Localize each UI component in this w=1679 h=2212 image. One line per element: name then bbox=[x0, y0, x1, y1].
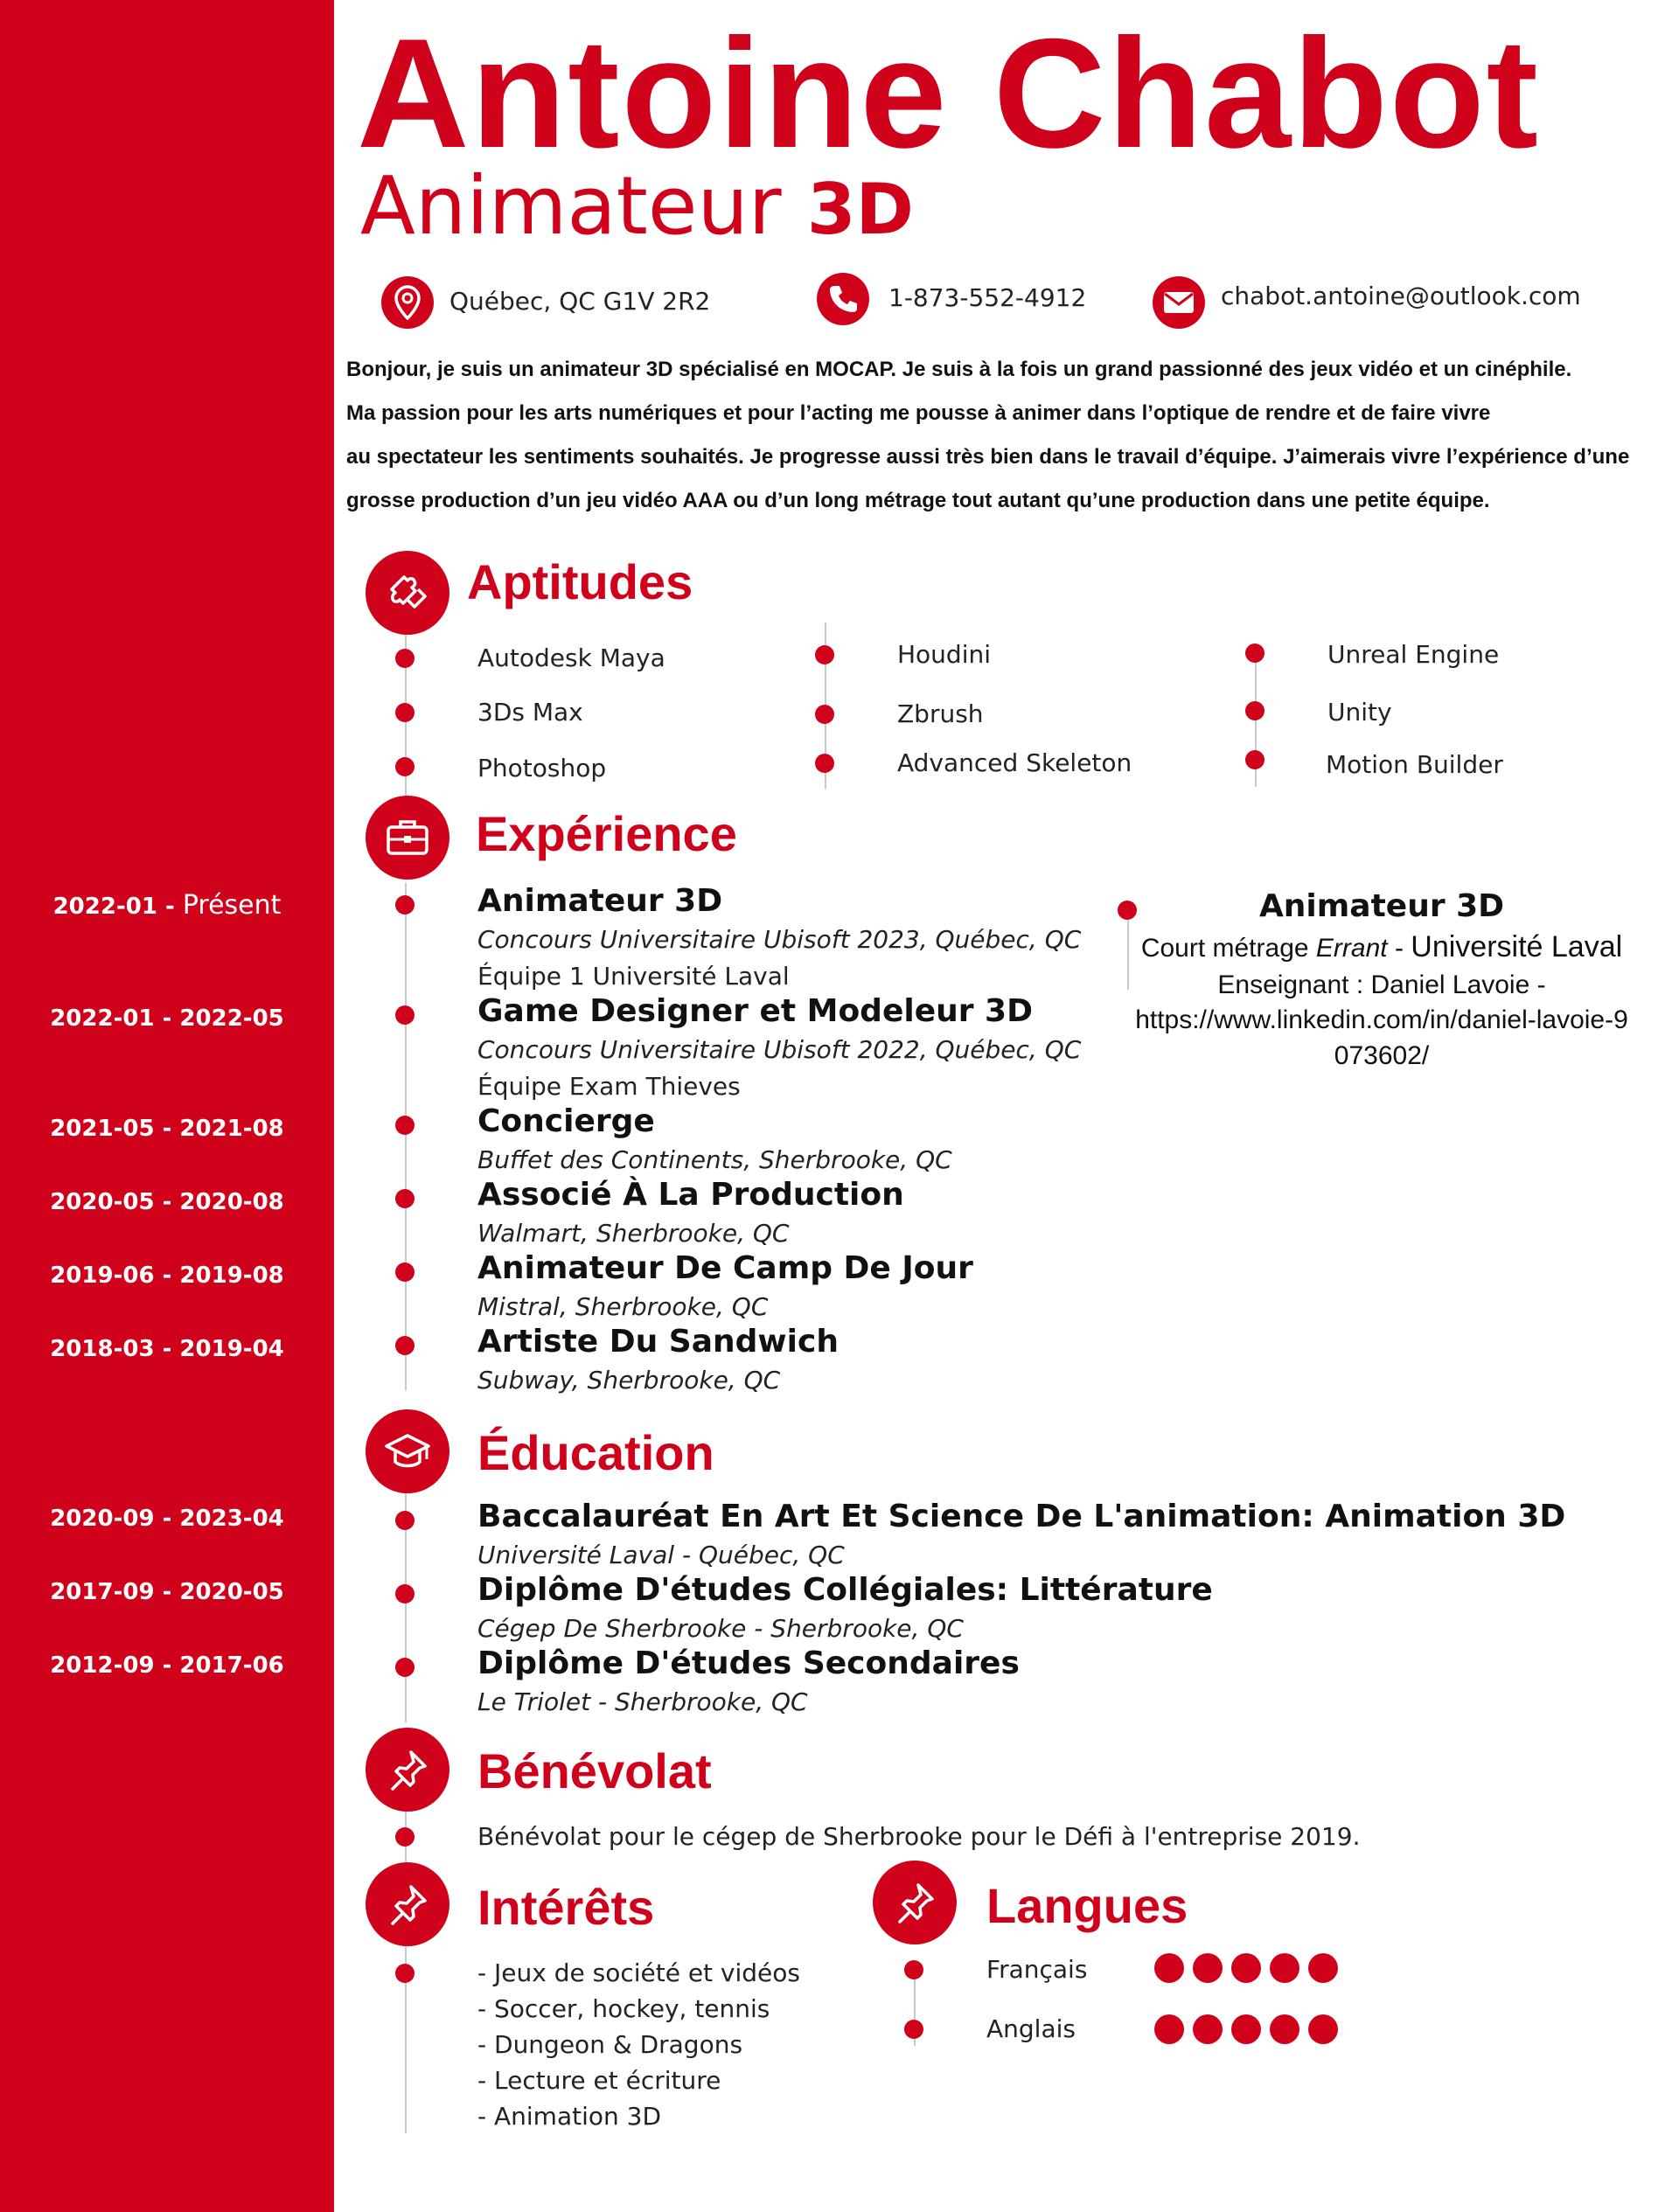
experience-date: 2018-03 - 2019-04 bbox=[50, 1336, 284, 1362]
language-name: Français bbox=[986, 1955, 1088, 1984]
skill-item: Zbrush bbox=[897, 699, 984, 728]
level-dot bbox=[1154, 1953, 1184, 1983]
contact-email[interactable]: chabot.antoine@outlook.com bbox=[1221, 282, 1581, 310]
education-title: Diplôme D'études Secondaires bbox=[477, 1645, 1020, 1681]
timeline-dot bbox=[1245, 643, 1264, 663]
education-title: Diplôme D'études Collégiales: Littérature bbox=[477, 1572, 1213, 1608]
skill-item: Advanced Skeleton bbox=[897, 748, 1132, 777]
experience-company: Buffet des Continents, Sherbrooke, QC bbox=[477, 1145, 952, 1174]
intro-line: Bonjour, je suis un animateur 3D spécialisé en MOCAP. Je suis à la fois un grand passionné des jeux vidéo et un cinéphile. bbox=[346, 358, 1572, 381]
side-line-b: Errant bbox=[1315, 934, 1388, 963]
interest-item: - Dungeon & Dragons bbox=[477, 2030, 743, 2059]
envelope-icon bbox=[1153, 276, 1205, 329]
section-title-languages: Langues bbox=[986, 1878, 1188, 1933]
section-title-volunteer: Bénévolat bbox=[477, 1743, 712, 1798]
timeline-dot bbox=[815, 705, 834, 724]
red-sidebar bbox=[0, 0, 334, 2212]
experience-title: Animateur De Camp De Jour bbox=[477, 1250, 973, 1286]
level-dot bbox=[1231, 2014, 1261, 2044]
skill-item: Autodesk Maya bbox=[477, 643, 665, 672]
skill-item: 3Ds Max bbox=[477, 698, 583, 727]
briefcase-icon bbox=[366, 796, 449, 880]
level-dot bbox=[1270, 1953, 1299, 1983]
language-level-fr bbox=[1154, 1953, 1338, 1983]
level-dot bbox=[1270, 2014, 1299, 2044]
level-dot bbox=[1308, 2014, 1338, 2044]
experience-title: Animateur 3D bbox=[477, 883, 723, 919]
experience-team: Équipe Exam Thieves bbox=[477, 1072, 741, 1101]
skill-item: Houdini bbox=[897, 640, 992, 669]
timeline-dot bbox=[395, 1005, 415, 1025]
experience-company: Concours Universitaire Ubisoft 2023, Québec, QC bbox=[477, 925, 1082, 954]
job-title bbox=[360, 159, 914, 253]
interest-item: - Soccer, hockey, tennis bbox=[477, 1994, 770, 2023]
level-dot bbox=[1193, 2014, 1223, 2044]
education-date: 2020-09 - 2023-04 bbox=[50, 1506, 284, 1532]
experience-date bbox=[0, 890, 334, 921]
experience-date: 2019-06 - 2019-08 bbox=[50, 1263, 284, 1289]
experience-date-start: 2022-01 - bbox=[52, 894, 183, 920]
timeline-dot bbox=[395, 649, 415, 668]
experience-company: Concours Universitaire Ubisoft 2022, Québec, QC bbox=[477, 1035, 1082, 1064]
timeline-dot bbox=[395, 895, 415, 915]
timeline-dot bbox=[395, 1658, 415, 1677]
pushpin-icon bbox=[366, 1728, 449, 1812]
experience-title: Game Designer et Modeleur 3D bbox=[477, 993, 1033, 1029]
contact-phone[interactable]: 1-873-552-4912 bbox=[888, 283, 1087, 312]
timeline-dot bbox=[395, 1584, 415, 1603]
experience-company: Walmart, Sherbrooke, QC bbox=[477, 1219, 790, 1248]
side-experience-project bbox=[1111, 928, 1653, 968]
timeline-dot bbox=[395, 1964, 415, 1983]
timeline-dot bbox=[395, 1263, 415, 1282]
experience-date: 2021-05 - 2021-08 bbox=[50, 1116, 284, 1142]
timeline-dot bbox=[395, 703, 415, 722]
section-title-interests: Intérêts bbox=[477, 1880, 655, 1935]
skill-item: Photoshop bbox=[477, 754, 607, 783]
timeline-dot bbox=[395, 1511, 415, 1530]
intro-line: Ma passion pour les arts numériques et pour l’acting me pousse à animer dans l’optique de rendre et de faire vivre bbox=[346, 401, 1491, 425]
interest-item: - Animation 3D bbox=[477, 2102, 662, 2131]
education-title: Baccalauréat En Art Et Science De L'animation: Animation 3D bbox=[477, 1499, 1566, 1534]
timeline-line bbox=[405, 1923, 407, 2133]
experience-company: Mistral, Sherbrooke, QC bbox=[477, 1292, 769, 1321]
volunteer-text: Bénévolat pour le cégep de Sherbrooke pour le Défi à l'entreprise 2019. bbox=[477, 1822, 1361, 1851]
skill-item: Unreal Engine bbox=[1327, 640, 1500, 669]
experience-company: Subway, Sherbrooke, QC bbox=[477, 1366, 781, 1395]
pushpin-icon bbox=[873, 1861, 957, 1944]
intro-paragraph bbox=[346, 348, 1671, 523]
side-line-c: - bbox=[1387, 934, 1411, 963]
section-title-education: Éducation bbox=[477, 1425, 714, 1480]
timeline-dot bbox=[395, 1827, 415, 1847]
education-date: 2017-09 - 2020-05 bbox=[50, 1579, 284, 1605]
timeline-line bbox=[405, 883, 407, 1390]
experience-title: Concierge bbox=[477, 1103, 655, 1139]
education-date: 2012-09 - 2017-06 bbox=[50, 1652, 284, 1679]
timeline-dot bbox=[1245, 750, 1264, 769]
job-title-word: Animateur bbox=[360, 159, 782, 253]
experience-team: Équipe 1 Université Laval bbox=[477, 962, 790, 991]
experience-date: 2022-01 - 2022-05 bbox=[50, 1005, 284, 1032]
skill-item: Motion Builder bbox=[1326, 750, 1503, 779]
section-title-experience: Expérience bbox=[476, 806, 737, 861]
level-dot bbox=[1193, 1953, 1223, 1983]
language-name: Anglais bbox=[986, 2014, 1076, 2043]
level-dot bbox=[1154, 2014, 1184, 2044]
timeline-dot bbox=[815, 645, 834, 664]
puzzle-icon bbox=[366, 551, 449, 635]
side-line-a: Court métrage bbox=[1140, 934, 1316, 963]
language-level-en bbox=[1154, 2014, 1338, 2044]
intro-line: au spectateur les sentiments souhaités. Je progresse aussi très bien dans le travail d’équipe. J’aimerais vivre l’expérience d’une bbox=[346, 445, 1630, 469]
interest-item: - Lecture et écriture bbox=[477, 2066, 721, 2095]
level-dot bbox=[1308, 1953, 1338, 1983]
timeline-dot bbox=[395, 1116, 415, 1135]
skill-item: Unity bbox=[1327, 698, 1392, 727]
candidate-name: Antoine Chabot bbox=[357, 6, 1540, 180]
experience-date-end: Présent bbox=[182, 890, 282, 921]
experience-title: Artiste Du Sandwich bbox=[477, 1324, 839, 1360]
side-experience-link-end[interactable]: 073602/ bbox=[1334, 1040, 1430, 1070]
timeline-dot bbox=[1245, 701, 1264, 720]
graduation-cap-icon bbox=[366, 1409, 449, 1493]
timeline-dot bbox=[395, 757, 415, 776]
interest-item: - Jeux de société et vidéos bbox=[477, 1958, 801, 1987]
intro-line: grosse production d’un jeu vidéo AAA ou d’un long métrage tout autant qu’une production dans une petite équipe. bbox=[346, 489, 1490, 512]
side-experience-link[interactable]: https://www.linkedin.com/in/daniel-lavoie-9 bbox=[1135, 1005, 1628, 1035]
level-dot bbox=[1231, 1953, 1261, 1983]
location-pin-icon bbox=[381, 276, 434, 329]
section-title-skills: Aptitudes bbox=[467, 554, 693, 609]
timeline-dot bbox=[815, 754, 834, 773]
education-school: Le Triolet - Sherbrooke, QC bbox=[477, 1687, 808, 1716]
timeline-dot bbox=[904, 1960, 923, 1979]
side-line-d: Université Laval bbox=[1411, 930, 1623, 963]
side-experience-title: Animateur 3D bbox=[1258, 888, 1505, 924]
education-school: Cégep De Sherbrooke - Sherbrooke, QC bbox=[477, 1614, 964, 1643]
timeline-dot bbox=[395, 1189, 415, 1208]
contact-address: Québec, QC G1V 2R2 bbox=[449, 287, 711, 316]
phone-icon bbox=[817, 273, 869, 325]
timeline-dot bbox=[395, 1336, 415, 1355]
education-school: Université Laval - Québec, QC bbox=[477, 1541, 845, 1569]
experience-date: 2020-05 - 2020-08 bbox=[50, 1189, 284, 1215]
experience-title: Associé À La Production bbox=[477, 1177, 904, 1213]
pushpin-icon bbox=[366, 1862, 449, 1946]
side-experience-teacher: Enseignant : Daniel Lavoie - bbox=[1217, 970, 1546, 999]
side-experience-card bbox=[1111, 888, 1653, 1074]
timeline-dot bbox=[904, 2020, 923, 2039]
job-title-suffix: 3D bbox=[806, 169, 914, 250]
